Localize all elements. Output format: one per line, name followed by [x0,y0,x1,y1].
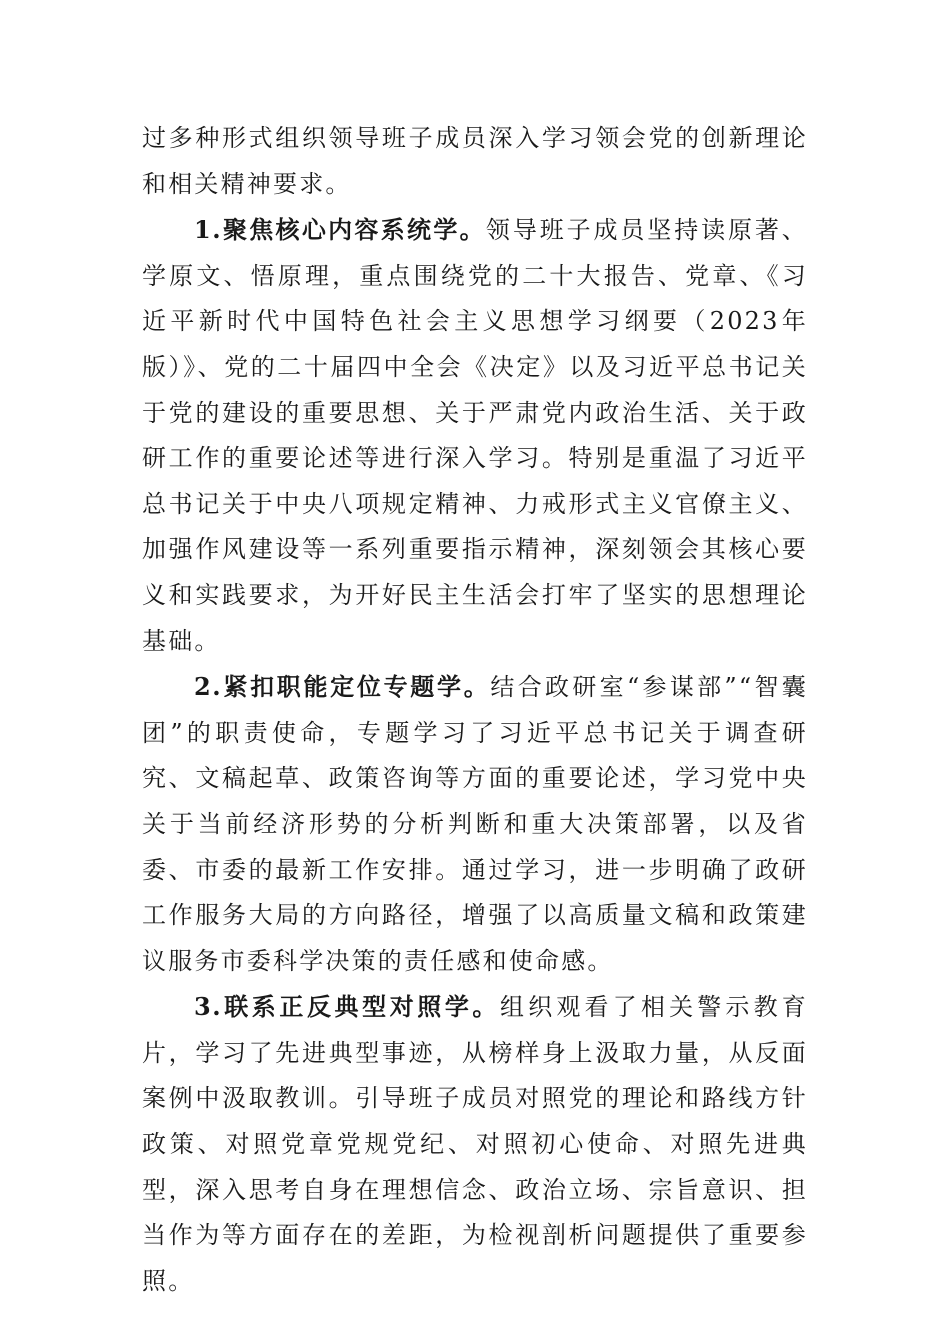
section-heading: 3.联系正反典型对照学。 [194,992,501,1022]
paragraph-text: 组织观看了相关警示教育片，学习了先进典型事迹，从榜样身上汲取力量，从反面案例中汲取教训。引导班子成员对照党的理论和路线方针政策、对照党章党规党纪、对照初心使命、对照先进典型，深入思考自身在理想信念、政治立场、宗旨意识、担当作为等方面存在的差距，为检视剖析问题提供了重要参照。 [142,993,808,1295]
section-heading: 2.紧扣职能定位专题学。 [194,672,491,702]
section-heading: 1.聚焦核心内容系统学。 [194,215,486,245]
paragraph-intro [142,116,808,207]
paragraph-text: 过多种形式组织领导班子成员深入学习领会党的创新理论和相关精神要求。 [142,124,808,198]
paragraph-section-3 [142,984,808,1304]
paragraph-text: 领导班子成员坚持读原著、学原文、悟原理，重点围绕党的二十大报告、党章、《习近平新时代中国特色社会主义思想学习纲要（2023年版）》、党的二十届四中全会《决定》以及习近平总书记关于党的建设的重要思想、关于严肃党内政治生活、关于政研工作的重要论述等进行深入学习。特别是重温了习近平总书记关于中央八项规定精神、力戒形式主义官僚主义、加强作风建设等一系列重要指示精神，深刻领会其核心要义和实践要求，为开好民主生活会打牢了坚实的思想理论基础。 [142,216,808,655]
paragraph-text: 结合政研室“参谋部”“智囊团”的职责使命，专题学习了习近平总书记关于调查研究、文稿起草、政策咨询等方面的重要论述，学习党中央关于当前经济形势的分析判断和重大决策部署，以及省委、市委的最新工作安排。通过学习，进一步明确了政研工作服务大局的方向路径，增强了以高质量文稿和政策建议服务市委科学决策的责任感和使命感。 [142,673,808,975]
paragraph-section-1 [142,207,808,664]
paragraph-section-2 [142,664,808,984]
document-body [142,116,808,1304]
